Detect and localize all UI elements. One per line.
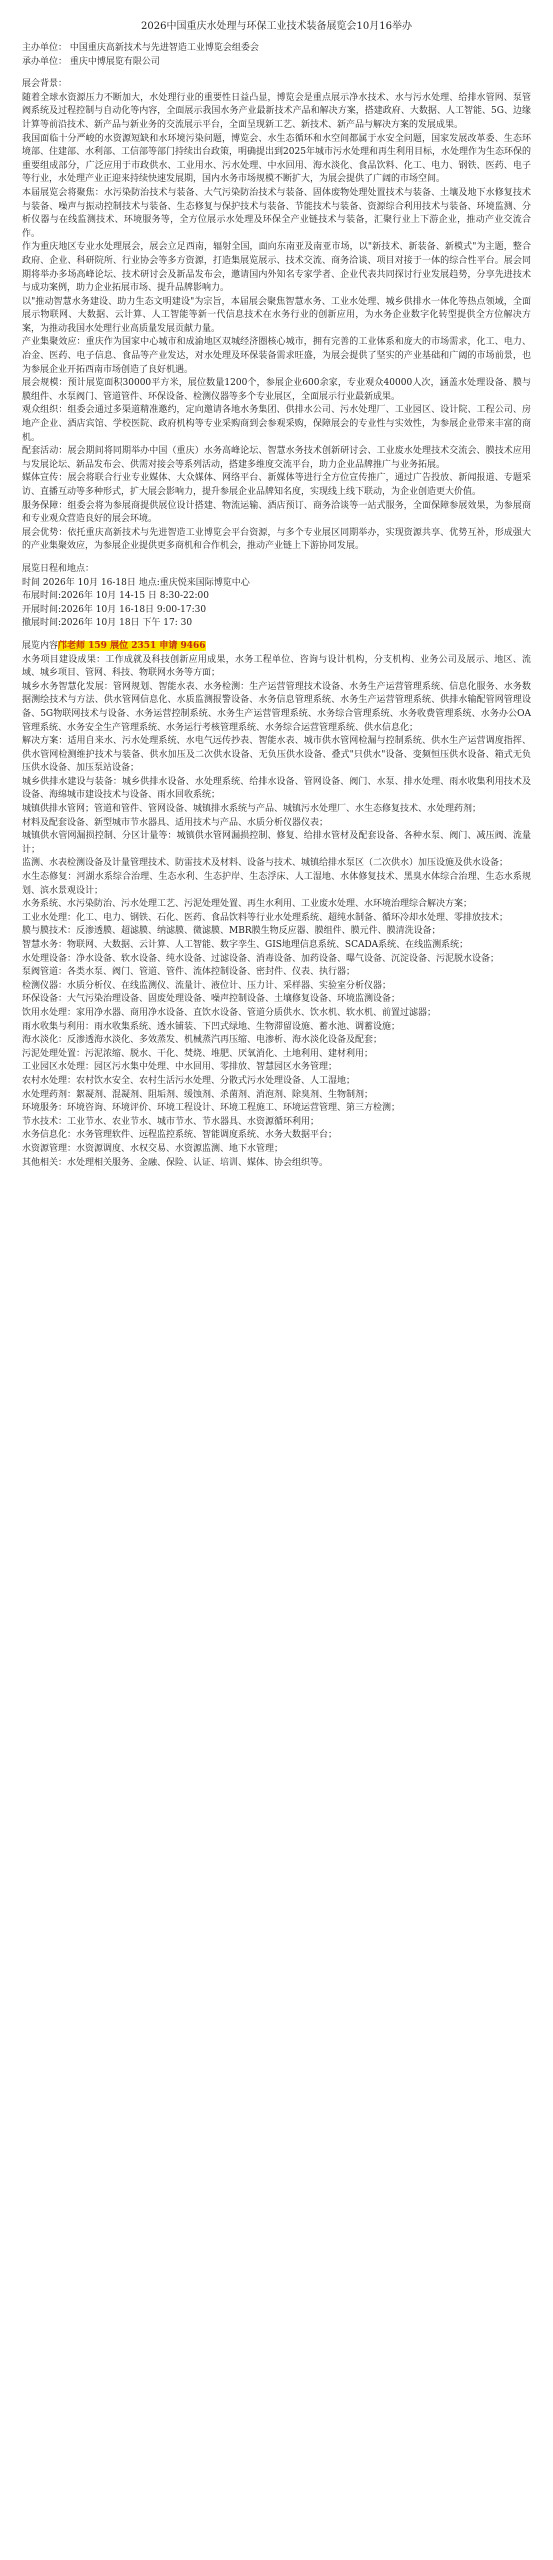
exhibit-category: 环保设备：大气污染治理设备、固废处理设备、噪声控制设备、土壤修复设备、环境监测设备； (22, 994, 401, 1005)
organizer-line: 承办单位： 重庆中博展览有限公司 (22, 56, 160, 67)
background-section (22, 92, 531, 554)
schedule-heading: 展览日程和地点： (22, 563, 95, 574)
exhibit-category: 水处理设备：净水设备、软水设备、纯水设备、过滤设备、消毒设备、加药设备、曝气设备、沉淀设备、污泥脱水设备； (22, 953, 500, 964)
exhibits-section (22, 654, 531, 1171)
exhibit-category: 水生态修复：河湖水系综合治理、生态水利、生态护岸、生态浮床、人工湿地、水体修复技术、黑臭水体综合治理、生态水系规划、滨水景观设计； (22, 872, 531, 896)
schedule-teardown: 撤展时间:2026年 10月 18日 下午 17: 30 (22, 618, 193, 629)
exhibits-label: 展览内容 (22, 640, 59, 651)
schedule-time: 时间 2026年 10月 16-18日 地点:重庆悦来国际博览中心 (22, 577, 250, 588)
exhibits-heading (22, 640, 531, 654)
contact-highlight: 邝老师 159 展位 2351 申请 9466 (58, 640, 206, 651)
schedule-setup: 布展时间:2026年 10月 14-15 日 8:30-22:00 (22, 591, 209, 602)
exhibit-category: 材料及配套设备、新型城市节水器具、适用技术与产品、水质分析仪器仪表； (22, 817, 329, 828)
exhibit-category: 水务信息化：水务管理软件、远程监控系统、智能调度系统、水务大数据平台； (22, 1130, 338, 1141)
exhibit-category: 雨水收集与利用：雨水收集系统、透水铺装、下凹式绿地、生物滞留设施、蓄水池、调蓄设施； (22, 1021, 401, 1032)
exhibit-category: 工业园区水处理：园区污水集中处理、中水回用、零排放、智慧园区水务管理； (22, 1062, 338, 1073)
background-paragraph: 产业集聚效应：重庆作为国家中心城市和成渝地区双城经济圈核心城市，拥有完善的工业体系和庞大的市场需求，化工、电力、冶金、医药、电子信息、食品等产业发达，对水处理及环保装备需求旺盛，为展会提供了坚实的产业基础和广阔的市场前景，也为参展企业开拓西南市场创造了良好机遇。 (22, 337, 531, 375)
exhibit-category: 其他相关：水处理相关服务、金融、保险、认证、培训、媒体、协会组织等。 (22, 1157, 329, 1168)
exhibit-category: 海水淡化：反渗透海水淡化、多效蒸发、机械蒸汽再压缩、电渗析、海水淡化设备及配套； (22, 1035, 383, 1046)
background-paragraph: 配套活动：展会期间将同期举办中国（重庆）水务高峰论坛、智慧水务技术创新研讨会、工业废水处理技术交流会、膜技术应用与发展论坛、新品发布会、供需对接会等系列活动，搭建多维度交流平台，助力企业品牌推广与业务拓展。 (22, 446, 531, 470)
exhibit-category: 污泥处理处置：污泥浓缩、脱水、干化、焚烧、堆肥、厌氧消化、土地利用、建材利用； (22, 1048, 374, 1059)
background-paragraph: 作为重庆地区专业水处理展会，展会立足西南，辐射全国，面向东南亚及南亚市场，以"新技术、新装备、新模式"为主题，整合政府、企业、科研院所、行业协会等多方资源，打造集展览展示、技术交流、商务洽谈、项目对接于一体的综合性平台。展会同期将举办多场高峰论坛、技术研讨会及新品发布会，邀请国内外知名专家学者、企业代表共同探讨行业发展趋势，分享先进技术与成功案例，助力企业拓展市场、提升品牌影响力。 (22, 242, 531, 294)
background-paragraph: 本届展览会将聚焦：水污染防治技术与装备、大气污染防治技术与装备、固体废物处理处置技术与装备、土壤及地下水修复技术与装备、噪声与振动控制技术与装备、生态修复与保护技术与装备、节能技术与装备、资源综合利用技术与装备、环境监测、分析仪器与在线监测技术、环境服务等，全方位展示水处理及环保全产业链技术与装备，汇聚行业上下游企业，推动产业交流合作。 (22, 187, 531, 239)
exhibit-category: 环境服务：环境咨询、环境评价、环境工程设计、环境工程施工、环境运营管理、第三方检测； (22, 1103, 401, 1114)
exhibit-category: 智慧水务：物联网、大数据、云计算、人工智能、数字孪生、GIS地理信息系统、SCADA系统、在线监测系统； (22, 940, 469, 950)
exhibit-category: 膜与膜技术：反渗透膜、超滤膜、纳滤膜、微滤膜、MBR膜生物反应器、膜组件、膜元件、膜清洗设备； (22, 926, 441, 937)
background-paragraph: 以"推动智慧水务建设、助力生态文明建设"为宗旨，本届展会聚焦智慧水务、工业水处理、城乡供排水一体化等热点领域，全面展示物联网、大数据、云计算、人工智能等新一代信息技术在水务行业的创新应用，为水务企业数字化转型提供全方位解决方案，为推动我国水处理行业高质量发展贡献力量。 (22, 296, 531, 334)
background-heading: 展会背景： (22, 79, 68, 90)
exhibit-category: 城镇供水管网漏损控制、分区计量等：城镇供水管网漏损控制、修复、给排水管材及配套设备、各种水泵、阀门、减压阀、流量计； (22, 831, 531, 855)
exhibit-category: 水务项目建设成果：工作成就及科技创新应用成果，水务工程单位、咨询与设计机构，分支机构、业务公司及展示、地区、流域、城乡项目、管网、科技、物联网水务等方面； (22, 654, 531, 679)
exhibit-category: 泵阀管道：各类水泵、阀门、管道、管件、流体控制设备、密封件、仪表、执行器； (22, 967, 356, 978)
background-paragraph: 展会规模：预计展览面积30000平方米，展位数量1200个，参展企业600余家，专业观众40000人次，涵盖水处理设备、膜与膜组件、水泵阀门、管道管件、环保设备、检测仪器等多个专业展区，全面展示行业最新成果。 (22, 378, 531, 402)
exhibit-category: 解决方案：适用自来水、污水处理系统、水电气远传抄表、智能水表、城市供水管网检漏与控制系统、供水生产运营调度指挥、供水管网检测维护技术与装备、供水加压及二次供水设备、无负压供水设备、叠式"只供水"设备、变频恒压供水设备、箱式无负压供水设备、加压泵站设备； (22, 736, 531, 774)
exhibit-category: 监测、水表检测设备及计量管理技术、防雷技术及材料、设备与技术、城镇给排水泵区（二次供水）加压设施及供水设备； (22, 858, 509, 869)
exhibit-category: 节水技术：工业节水、农业节水、城市节水、节水器具、水资源循环利用； (22, 1116, 320, 1127)
exhibit-category: 水处理药剂：絮凝剂、混凝剂、阻垢剂、缓蚀剂、杀菌剂、消泡剂、除臭剂、生物制剂； (22, 1089, 374, 1100)
exhibit-category: 工业水处理：化工、电力、钢铁、石化、医药、食品饮料等行业水处理系统、超纯水制备、循环冷却水处理、零排放技术； (22, 912, 509, 923)
exhibit-category: 检测仪器：水质分析仪、在线监测仪、流量计、液位计、压力计、采样器、实验室分析仪器； (22, 980, 392, 991)
background-paragraph: 服务保障：组委会将为参展商提供展位设计搭建、物流运输、酒店预订、商务洽谈等一站式服务，全面保障参展效果，为参展商和专业观众营造良好的展会环境。 (22, 500, 531, 525)
document-page (0, 0, 553, 1170)
exhibit-category: 水资源管理：水资源调度、水权交易、水资源监测、地下水管理； (22, 1143, 284, 1154)
host-line: 主办单位： 中国重庆高新技术与先进智造工业博览会组委会 (22, 43, 259, 53)
exhibit-category: 水务系统、水污染防治、污水处理工艺、污泥处理处置、再生水利用、工业废水处理、水环境治理综合解决方案； (22, 899, 473, 910)
exhibit-category: 农村水处理：农村饮水安全、农村生活污水处理、分散式污水处理设备、人工湿地； (22, 1075, 356, 1086)
background-paragraph: 随着全球水资源压力不断加大，水处理行业的重要性日益凸显，博览会是重点展示净水技术、水与污水处理、给排水管网、泵管阀系统及过程控制与自动化等内容，全面展示我国水务产业最新技术产品和解决方案，搭建政府、大数据、人工智能、5G、边缘计算等前沿技术、新产品与新业务的交流展示平台，全面呈现新工艺、新技术、新产品与解决方案的发展成果。 (22, 92, 531, 130)
background-paragraph: 媒体宣传：展会将联合行业专业媒体、大众媒体、网络平台、新媒体等进行全方位宣传推广，通过广告投放、新闻报道、专题采访、直播互动等多种形式，扩大展会影响力，提升参展企业品牌知名度，实现线上线下联动，为企业创造更大价值。 (22, 473, 531, 497)
exhibit-category: 城乡供排水建设与装备：城乡供排水设备、水处理系统、给排水设备、管网设备、阀门、水泵、排水处理、雨水收集利用技术及设备、海绵城市建设技术与设备、雨水回收系统； (22, 776, 531, 801)
exhibit-category: 饮用水处理：家用净水器、商用净水设备、直饮水设备、管道分质供水、饮水机、软水机、前置过滤器； (22, 1007, 437, 1018)
schedule-open: 开展时间:2026年 10月 16-18日 9:00-17:30 (22, 604, 207, 615)
background-paragraph: 展会优势：依托重庆高新技术与先进智造工业博览会平台资源，与多个专业展区同期举办，实现资源共享、优势互补，形成强大的产业集聚效应，为参展企业提供更多商机和合作机会，推动产业链上下游协同发展。 (22, 527, 531, 552)
exhibit-category: 城乡水务智慧化发展：管网规划、智能水表、水务检测：生产运营管理技术设备、水务生产运营管理系统、信息化服务、水务数据测绘技术与方法、供水管网信息化、水质监测报警设备、水务信息管理系统、水务生产运营管理系统、供排水输配管网管理设备、5G物联网技术与设备、水务运营控制系统、水务生产运营管理系统、水务综合管理系统、水务收费管理系统、水务办公OA管理系统、水务安全生产管理系统、水务运行考核管理系统、水务综合运营管理系统、供水信息化； (22, 681, 531, 733)
background-paragraph: 观众组织：组委会通过多渠道精准邀约，定向邀请各地水务集团、供排水公司、污水处理厂、工业园区、设计院、工程公司、房地产企业、酒店宾馆、学校医院、政府机构等专业采购商到会参观采购，保障展会的专业性与实效性，为参展企业带来丰富的商机。 (22, 405, 531, 443)
document-title: 2026中国重庆水处理与环保工业技术装备展览会10月16举办 (141, 21, 412, 32)
exhibit-category: 城镇供排水管网；管道和管件、管网设备、城镇排水系统与产品、城镇污水处理厂、水生态修复技术、水处理药剂； (22, 804, 482, 815)
background-paragraph: 我国面临十分严峻的水资源短缺和水环境污染问题，博览会、水生态循环和水空间都属于水安全问题，国家发展改革委、生态环境部、住建部、水利部、工信部等部门持续出台政策，明确提出到2025年城市污水处理和再生利用目标，水处理作为生态环保的重要组成部分，广泛应用于市政供水、工业用水、污水处理、中水回用、海水淡化、食品饮料、化工、电力、钢铁、医药、电子等行业，水处理产业正迎来持续快速发展期，国内水务市场规模不断扩大，为展会提供了广阔的市场空间。 (22, 133, 531, 185)
